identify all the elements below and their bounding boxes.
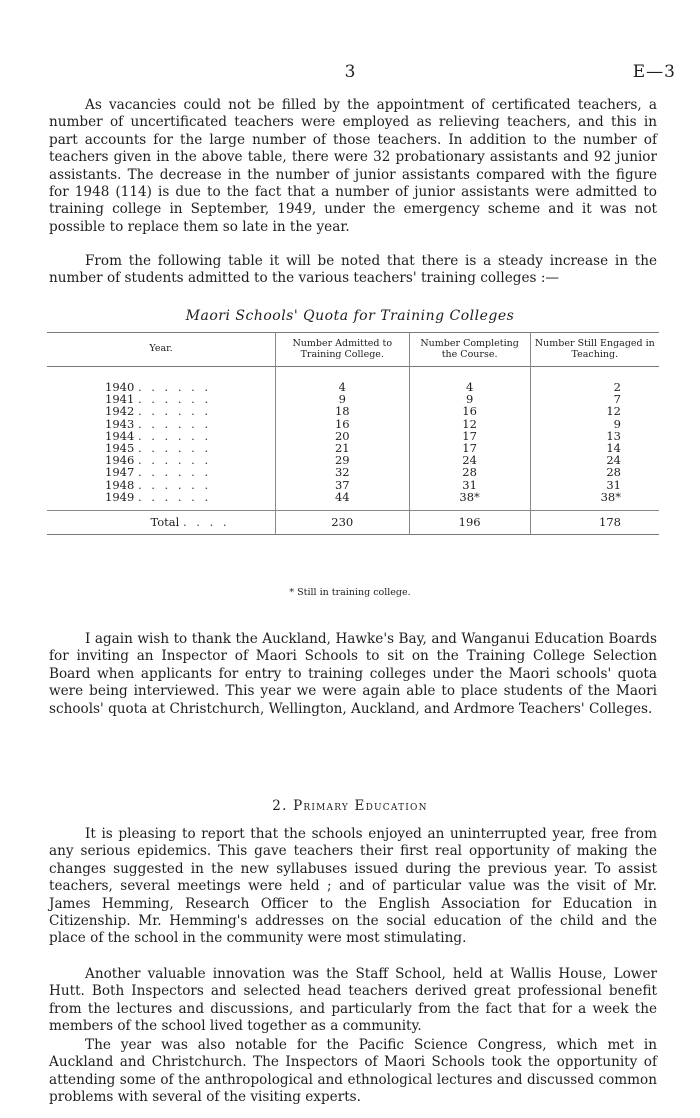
page-reference: E—3	[632, 62, 676, 82]
total-completing: 196	[409, 511, 530, 535]
leader-dots: . . . . . .	[137, 428, 212, 443]
row-year: 1947	[105, 465, 135, 480]
total-label: Total	[150, 515, 180, 530]
row-completing: 28	[409, 466, 530, 478]
row-year: 1946	[105, 453, 135, 468]
leader-dots: . . . . . .	[137, 380, 212, 394]
leader-dots: . . . . . .	[137, 477, 212, 492]
table-title: Maori Schools' Quota for Training Colleges	[185, 308, 515, 324]
paragraph-vacancies: As vacancies could not be filled by the appointment of certificated teachers, a number of uncertificated teachers were employed as relieving teachers, and this in part accounts for the large number of those teachers. In addition to the number of teachers given in the above table, there were 32 probationary assistants and 92 junior assistants. The decrease in the number of junior assistants compared with the figure for 1948 (114) is due to the fact that a number of junior assistants were admitted to training college in September, 1949, under the emergency scheme and it was not possible to replace them so late in the year.	[49, 97, 657, 235]
row-completing: 9	[409, 393, 530, 405]
paragraph-primary-education: It is pleasing to report that the schools enjoyed an uninterrupted year, free from any serious epidemics. This gave teachers their first real opportunity of making the changes suggested in the new syllabuses issued during the previous year. To assist teachers, several meetings were held ; and of particular value was the visit of Mr. James Hemming, Research Officer to the English Association for Education in Citizenship. Mr. Hemming's addresses on the social education of the child and the place of the school in the community were most stimulating.	[49, 826, 657, 947]
leader-dots: . . . . . .	[137, 489, 212, 504]
row-year: 1941	[105, 392, 135, 407]
paragraph-science-congress: The year was also notable for the Pacific Science Congress, which met in Auckland and Christchurch. The Inspectors of Maori Schools took the opportunity of attending some of the anthropological and ethnological lectures and discussed common problems with several of the visiting experts.	[49, 1037, 657, 1106]
row-engaged: 9	[530, 418, 659, 430]
row-completing: 17	[409, 442, 530, 454]
leader-dots: . . . . . .	[137, 404, 212, 419]
row-completing: 24	[409, 454, 530, 466]
leader-dots: . . . . . .	[137, 453, 212, 468]
row-engaged: 28	[530, 466, 659, 478]
row-year: 1940	[105, 380, 135, 394]
row-completing: 12	[409, 418, 530, 430]
total-row	[47, 511, 659, 535]
table-footnote: * Still in training college.	[289, 587, 411, 598]
leader-dots: . . . . . .	[137, 465, 212, 480]
row-engaged: 24	[530, 454, 659, 466]
row-engaged: 14	[530, 442, 659, 454]
row-admitted: 9	[276, 393, 410, 405]
row-engaged: 12	[530, 405, 659, 417]
paragraph-table-intro: From the following table it will be noted that there is a steady increase in the number of students admitted to the various teachers' training colleges :—	[49, 253, 657, 287]
header-completing: Number Completing the Course.	[409, 333, 530, 367]
section-heading: 2. Primary Education	[272, 798, 428, 814]
row-engaged: 7	[530, 393, 659, 405]
row-admitted: 44	[276, 491, 410, 503]
row-completing: 4	[409, 381, 530, 393]
row-engaged: 38*	[530, 491, 659, 503]
total-admitted: 230	[276, 511, 410, 535]
row-completing: 38*	[409, 491, 530, 503]
row-admitted: 32	[276, 466, 410, 478]
paragraph-staff-school: Another valuable innovation was the Staff School, held at Wallis House, Lower Hutt. Both Inspectors and selected head teachers derived great professional benefit from the lectures and discussions, and particularly from the fact that for a week the members of the school lived together as a community.	[49, 966, 657, 1035]
leader-dots: . . . . . .	[137, 441, 212, 456]
header-admitted: Number Admitted to Training College.	[276, 333, 410, 367]
row-year: 1943	[105, 416, 135, 431]
row-admitted: 37	[276, 479, 410, 491]
row-year: 1949	[105, 489, 135, 504]
row-engaged: 13	[530, 430, 659, 442]
table-header-row	[47, 333, 659, 367]
row-year: 1948	[105, 477, 135, 492]
quota-table	[47, 332, 659, 535]
row-admitted: 29	[276, 454, 410, 466]
row-completing: 17	[409, 430, 530, 442]
row-completing: 31	[409, 479, 530, 491]
row-completing: 16	[409, 405, 530, 417]
row-year: 1942	[105, 404, 135, 419]
paragraph-thanks: I again wish to thank the Auckland, Hawke's Bay, and Wanganui Education Boards for inviting an Inspector of Maori Schools to sit on the Training College Selection Board when applicants for entry to training colleges under the Maori schools' quota were being interviewed. This year we were again able to place students of the Maori schools' quota at Christchurch, Wellington, Auckland, and Ardmore Teachers' Colleges.	[49, 631, 657, 717]
row-admitted: 20	[276, 430, 410, 442]
page-number: 3	[344, 62, 356, 82]
leader-dots: . . . . . .	[137, 416, 212, 431]
row-year: 1944	[105, 428, 135, 443]
row-admitted: 16	[276, 418, 410, 430]
row-admitted: 18	[276, 405, 410, 417]
leader-dots: . . . . . .	[137, 392, 212, 407]
row-engaged: 2	[530, 381, 659, 393]
header-year: Year.	[149, 343, 173, 355]
table-row	[47, 491, 659, 503]
row-admitted: 21	[276, 442, 410, 454]
row-year: 1945	[105, 441, 135, 456]
header-engaged: Number Still Engaged in Teaching.	[530, 333, 659, 367]
total-dots: . . . .	[182, 515, 230, 530]
row-admitted: 4	[276, 381, 410, 393]
row-engaged: 31	[530, 479, 659, 491]
total-engaged: 178	[530, 511, 659, 535]
